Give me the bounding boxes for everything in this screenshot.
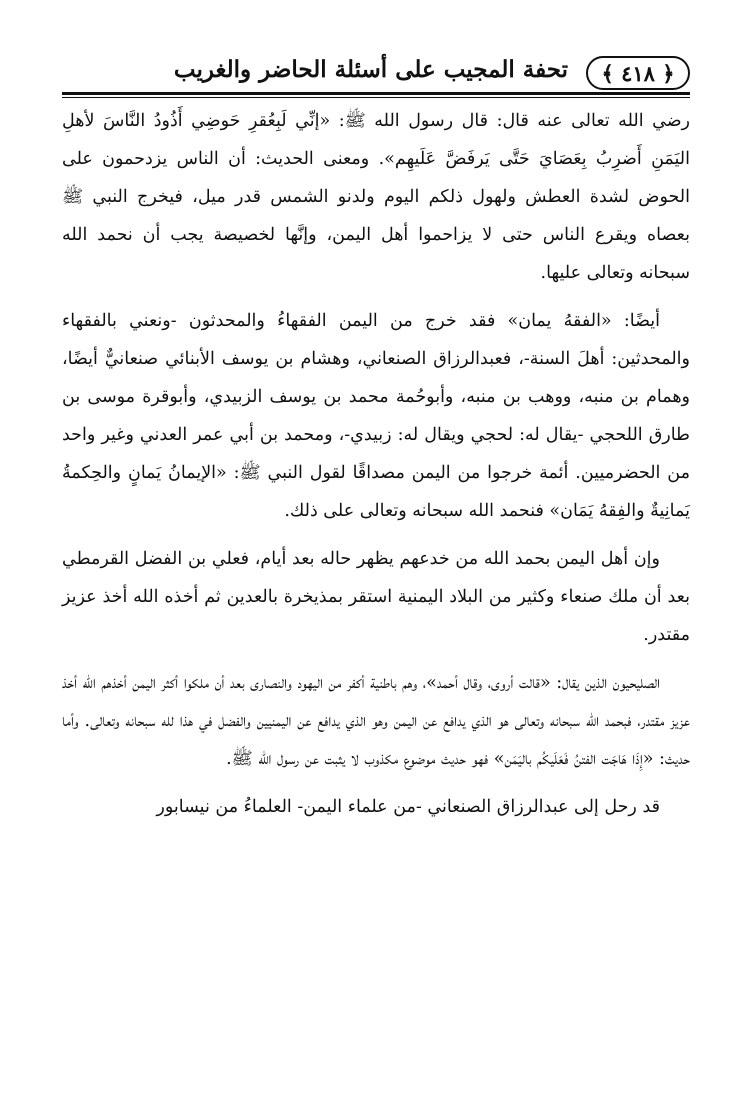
page-header: [62, 52, 690, 92]
paragraph: قد رحل إلى عبدالرزاق الصنعاني -من علماء اليمن- العلماءُ من نيسابور: [156, 797, 660, 817]
header-divider: [62, 92, 690, 95]
paragraph: رضي الله تعالى عنه قال: قال رسول الله ﷺ: «إنِّي لَبِعُقرِ حَوضِي أَذُودُ النَّاسَ لأهلِ اليَمَنِ أَضرِبُ بِعَصَايَ حَتَّى يَرفَضَّ عَلَيهِم». ومعنى الحديث: أن الناس يزدحمون على الحوض لشدة العطش ولهول ذلكم اليوم ولدنو الشمس قدر ميل، فيخرج النبي ﷺ بعصاه ويقرع الناس حتى لا يزاحموا أهل اليمن، وإنَّها لخصيصة يجب أن نحمد الله سبحانه وتعالى عليها.: [62, 111, 690, 283]
paragraph: الصليحيون الذين يقال: «قالت أروى، وقال أحمد»، وهم باطنية أكفر من اليهود والنصارى بعد أن ملكوا أكثر اليمن أخذهم الله أخذ عزيز مقتدر، فبحمد الله سبحانه وتعالى هو الذي يدافع عن اليمن وهو الذي يدافع عن اليمنيين والفضل في هذا لله سبحانه وتعالى. وأما حديث: «إِذَا هَاجَت الفتنُ فَعَلَيكُم باليَمَن» فهو حديث موضوع مكذوب لا يثبت عن رسول الله ﷺ.: [62, 673, 690, 769]
paragraph: وإن أهل اليمن بحمد الله من خدعهم يظهر حاله بعد أيام، فعلي بن الفضل القرمطي بعد أن ملك صنعاء وكثير من البلاد اليمنية استقر بمذيخرة بالعدين ثم أخذه الله أخذ عزيز مقتدر.: [62, 549, 690, 645]
page-number-frame: [586, 56, 690, 90]
paragraph: أيضًا: «الفقهُ يمان» فقد خرج من اليمن الفقهاءُ والمحدثون -ونعني بالفقهاء والمحدثين: أهلَ السنة-، فعبدالرزاق الصنعاني، وهشام بن يوسف الأبنائي صنعانيٌّ أيضًا، وهمام بن منبه، ووهب بن منبه، وأبوحُمة محمد بن يوسف الزبيدي، وأبوقرة موسى بن طارق اللحجي -يقال له: لحجي ويقال له: زبيدي-، ومحمد بن أبي عمر العدني وغير واحد من الحضرميين. أئمة خرجوا من اليمن مصداقًا لقول النبي ﷺ: «الإيمانُ يَمانٍ والحِكمةُ يَمانِيةٌ والفِقهُ يَمَان» فنحمد الله سبحانه وتعالى على ذلك.: [62, 311, 690, 521]
body-text: [62, 102, 690, 836]
running-title: تحفة المجيب على أسئلة الحاضر والغريب: [173, 56, 568, 83]
page-number: ﴿ ٤١٨ ﴾: [601, 60, 675, 86]
header-divider-thin: [62, 97, 690, 98]
